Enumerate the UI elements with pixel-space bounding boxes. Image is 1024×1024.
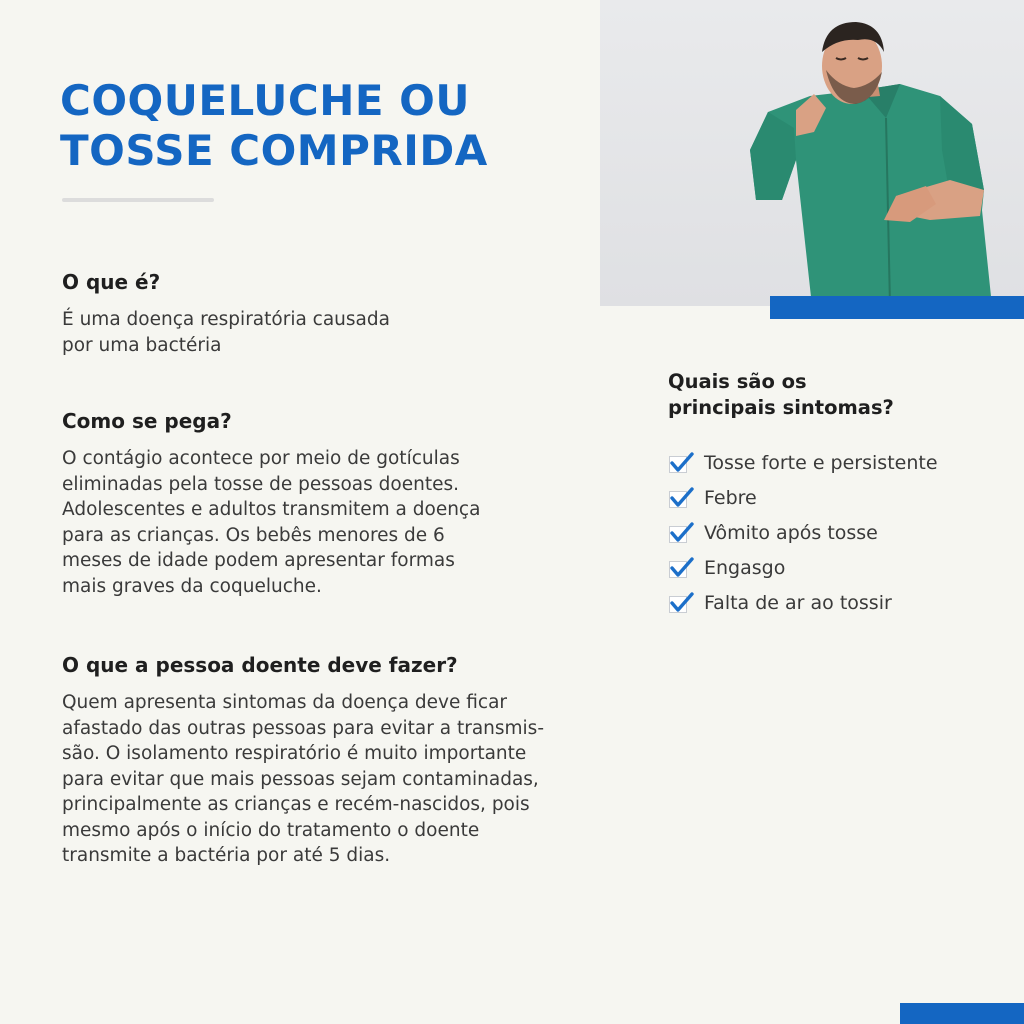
checkbox-checked-icon [668, 451, 692, 475]
section-what-to-do [62, 652, 622, 869]
symptom-label: Febre [704, 486, 757, 509]
photo-accent-bar [770, 296, 1024, 319]
symptom-label: Tosse forte e persistente [704, 451, 938, 474]
section-body: O contágio acontece por meio de gotículas eliminadas pela tosse de pessoas doentes. Adolescentes e adultos transmitem a doença para as crianças. Os bebês menores de 6 meses de idade podem apresentar formas mais graves da coqueluche. [62, 448, 481, 597]
symptom-label: Engasgo [704, 556, 786, 579]
symptom-item [668, 515, 1008, 550]
section-body: É uma doença respiratória causada por uma bactéria [62, 309, 390, 356]
symptom-item [668, 445, 1008, 480]
page-title [60, 76, 488, 176]
symptom-label: Vômito após tosse [704, 521, 878, 544]
coughing-man-illustration [600, 0, 1024, 306]
symptom-item [668, 480, 1008, 515]
symptoms-heading-line-2: principais sintomas? [668, 396, 894, 419]
section-heading: O que é? [62, 270, 161, 294]
section-body: Quem apresenta sintomas da doença deve ficar afastado das outras pessoas para evitar a transmis- são. O isolamento respiratório é muito importante para evitar que mais pessoas sejam contaminadas, principalmente as crianças e recém-nascidos, pois mesmo após o início do tratamento o doente transmite a bactéria por até 5 dias. [62, 692, 544, 866]
title-line-2: TOSSE COMPRIDA [60, 126, 488, 175]
checkbox-checked-icon [668, 556, 692, 580]
symptom-item [668, 585, 1008, 620]
symptoms-heading-line-1: Quais são os [668, 370, 807, 393]
section-heading: O que a pessoa doente deve fazer? [62, 653, 458, 677]
symptom-label: Falta de ar ao tossir [704, 591, 892, 614]
symptoms-heading [668, 369, 1008, 421]
corner-accent-bar [900, 1003, 1024, 1024]
section-transmission [62, 408, 622, 599]
section-what-is [62, 269, 622, 358]
checkbox-checked-icon [668, 486, 692, 510]
title-divider [62, 198, 214, 202]
title-line-1: COQUELUCHE OU [60, 76, 470, 125]
symptom-item [668, 550, 1008, 585]
checkbox-checked-icon [668, 591, 692, 615]
coughing-man-photo [600, 0, 1024, 306]
checkbox-checked-icon [668, 521, 692, 545]
section-heading: Como se pega? [62, 409, 232, 433]
symptoms-list [668, 445, 1008, 620]
symptoms-panel [668, 369, 1008, 620]
